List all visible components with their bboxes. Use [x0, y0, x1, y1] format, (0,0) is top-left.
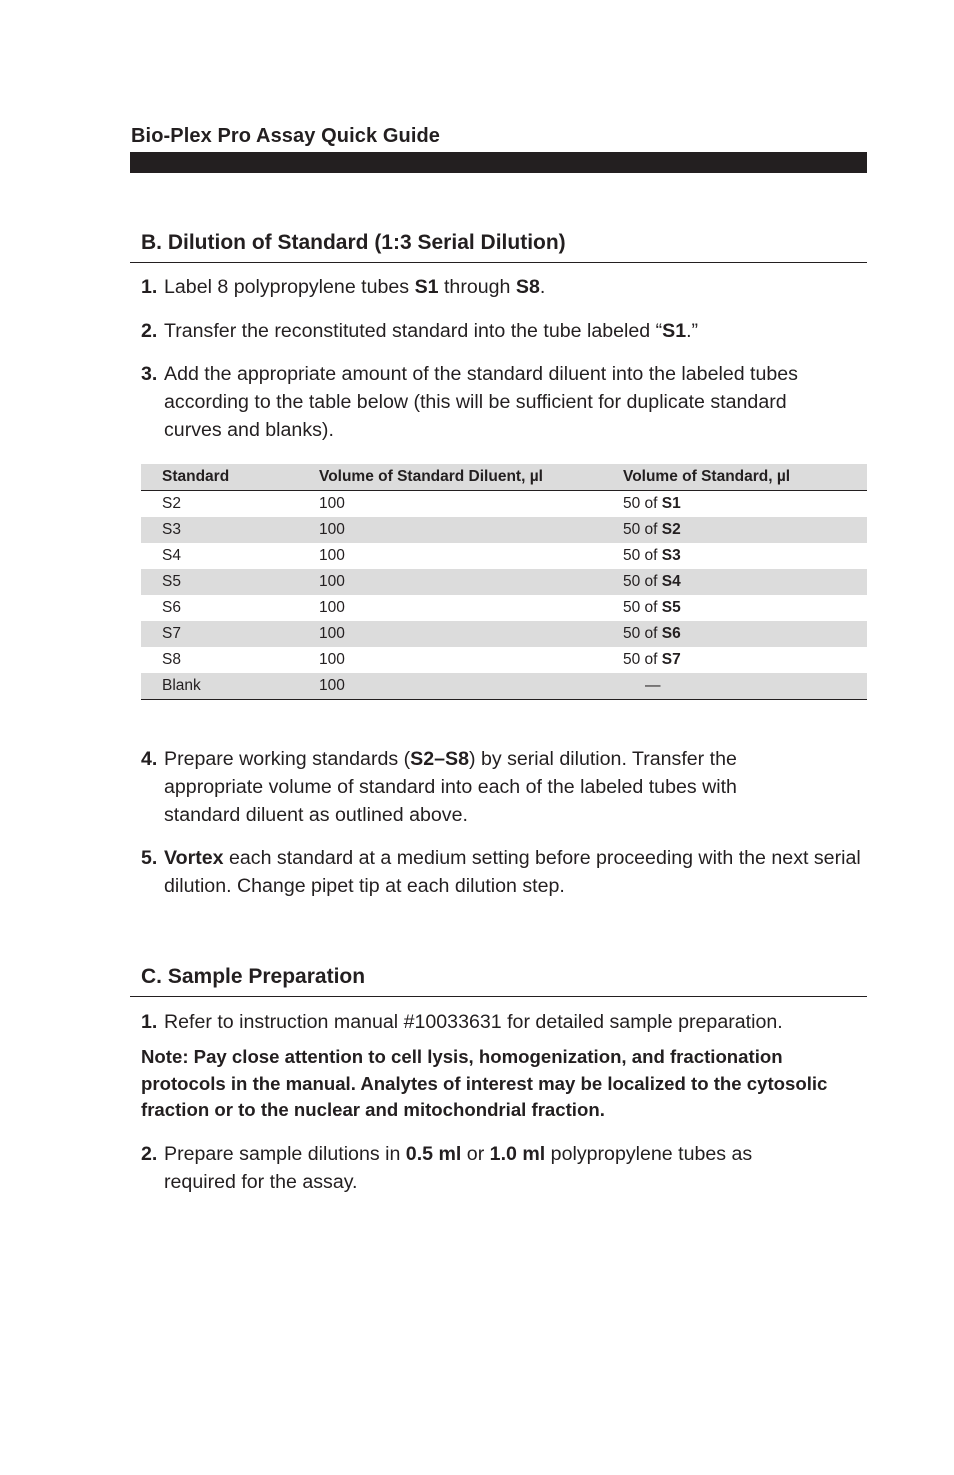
section-b-step-2: [141, 317, 867, 345]
note-text: Pay close attention to cell lysis, homogenization, and fractionation protocols in the manual. Analytes of interest may be localized to the cytosolic fraction or to the nuclear and mitochondrial fraction.: [141, 1046, 828, 1120]
cell-diluent: 100: [319, 651, 345, 668]
step-text: Label 8 polypropylene tubes S1 through S8.: [164, 276, 546, 298]
step-number: 2.: [141, 1143, 158, 1165]
section-b-rule: [130, 262, 867, 263]
cell-standard: Blank: [141, 673, 319, 700]
cell-diluent: 100: [319, 569, 623, 595]
note-label: Note:: [141, 1046, 189, 1067]
step-text: Prepare sample dilutions in 0.5 ml or 1.0 ml polypropylene tubes as required for the assay.: [164, 1143, 753, 1193]
cell-volume: 50 of S4: [623, 569, 867, 595]
cell-standard: S8: [162, 651, 181, 668]
table-row: [141, 543, 867, 569]
cell-standard: S3: [141, 517, 319, 543]
cell-diluent: 100: [319, 495, 345, 512]
cell-diluent: 100: [319, 621, 623, 647]
step-text: Refer to instruction manual #10033631 for detailed sample preparation.: [164, 1011, 783, 1033]
column-header-volume: Volume of Standard, µl: [623, 464, 867, 491]
step-number: 2.: [141, 320, 158, 342]
table-row: [141, 517, 867, 543]
step-number: 4.: [141, 748, 158, 770]
cell-diluent: 100: [319, 599, 345, 616]
cell-diluent: 100: [319, 547, 345, 564]
cell-volume: 50 of S5: [623, 599, 681, 616]
section-b-step-3: [141, 360, 867, 444]
note-paragraph: [141, 1044, 867, 1124]
table-row: [141, 647, 867, 673]
cell-volume: —: [623, 673, 867, 700]
section-b-heading: B. Dilution of Standard (1:3 Serial Dilution): [141, 231, 566, 254]
step-number: 1.: [141, 1011, 158, 1033]
step-text: Prepare working standards (S2–S8) by serial dilution. Transfer the appropriate volume of standard into each of the labeled tubes with standard diluent as outlined above.: [164, 748, 737, 826]
table-row: [141, 621, 867, 647]
step-text: Transfer the reconstituted standard into the tube labeled “S1.”: [164, 320, 699, 342]
table-row: [141, 595, 867, 621]
cell-standard: S5: [141, 569, 319, 595]
table-header-row: [141, 464, 867, 491]
step-number: 5.: [141, 847, 158, 869]
step-text: Vortex each standard at a medium setting before proceeding with the next serial dilution. Change pipet tip at each dilution step.: [164, 847, 861, 897]
cell-volume: 50 of S3: [623, 547, 681, 564]
cell-volume: 50 of S2: [623, 517, 867, 543]
cell-standard: S2: [162, 495, 181, 512]
cell-diluent: 100: [319, 517, 623, 543]
section-c-heading: C. Sample Preparation: [141, 965, 366, 988]
column-header-diluent: Volume of Standard Diluent, µl: [319, 464, 623, 491]
section-b-step-1: [141, 273, 867, 301]
cell-standard: S6: [162, 599, 181, 616]
cell-volume: 50 of S7: [623, 651, 681, 668]
section-c-rule: [130, 996, 867, 997]
step-number: 1.: [141, 276, 158, 298]
cell-volume: 50 of S1: [623, 495, 681, 512]
standard-dilution-table: [141, 464, 867, 700]
title-bar: [130, 152, 867, 173]
cell-volume: 50 of S6: [623, 621, 867, 647]
section-b-step-4: [141, 745, 867, 829]
table-row: [141, 491, 867, 518]
section-c-step-2: [141, 1140, 867, 1196]
step-text: Add the appropriate amount of the standard diluent into the labeled tubes according to the table below (this will be sufficient for duplicate standard curves and blanks).: [164, 363, 798, 441]
guide-title: Bio-Plex Pro Assay Quick Guide: [131, 125, 441, 147]
section-c-step-1: [141, 1008, 867, 1036]
cell-standard: S4: [162, 547, 181, 564]
column-header-standard: Standard: [141, 464, 319, 491]
section-b-step-5: [141, 844, 867, 900]
step-number: 3.: [141, 363, 158, 385]
table-row: [141, 673, 867, 700]
table-row: [141, 569, 867, 595]
cell-diluent: 100: [319, 673, 623, 700]
cell-standard: S7: [141, 621, 319, 647]
